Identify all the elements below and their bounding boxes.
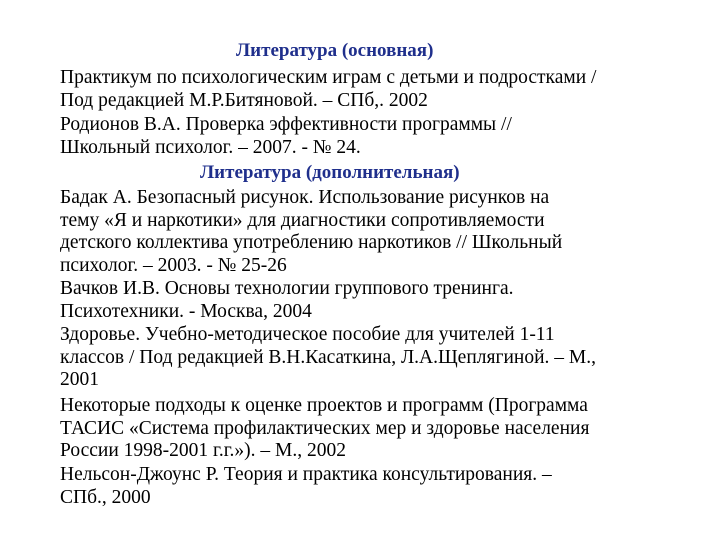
reference-line: Психотехники. - Москва, 2004 bbox=[60, 300, 312, 322]
reference-line: детского коллектива употреблению наркотиков // Школьный bbox=[60, 232, 563, 253]
additional-reference-3 bbox=[60, 324, 700, 392]
reference-line: СПб., 2000 bbox=[60, 486, 151, 508]
main-reference-2 bbox=[60, 114, 700, 159]
reference-line: ТАСИС «Система профилактических мер и здоровье населения bbox=[60, 417, 590, 439]
reference-line: Некоторые подходы к оценке проектов и программ (Программа bbox=[60, 395, 588, 416]
main-reference-1 bbox=[60, 67, 700, 112]
reference-line: психолог. – 2003. - № 25-26 bbox=[60, 254, 287, 276]
reference-line: Под редакцией М.Р.Битяновой. – СПб,. 2002 bbox=[60, 89, 428, 111]
additional-reference-2 bbox=[60, 278, 700, 323]
reference-line: Здоровье. Учебно-методическое пособие для учителей 1-11 bbox=[60, 324, 555, 345]
additional-reference-4 bbox=[60, 395, 700, 463]
main-literature-heading: Литература (основная) bbox=[236, 40, 434, 61]
reference-line: Родионов В.А. Проверка эффективности программы // bbox=[60, 114, 512, 135]
reference-line: Практикум по психологическим играм с детьми и подростками / bbox=[60, 67, 597, 88]
reference-line: Вачков И.В. Основы технологии группового тренинга. bbox=[60, 278, 514, 299]
reference-line: классов / Под редакцией В.Н.Касаткина, Л.А.Щеплягиной. – М., bbox=[60, 346, 596, 368]
reference-line: Нельсон-Джоунс Р. Теория и практика консультирования. – bbox=[60, 464, 552, 485]
reference-line: Школьный психолог. – 2007. - № 24. bbox=[60, 136, 361, 158]
additional-reference-5 bbox=[60, 464, 700, 509]
reference-line: Бадак А. Безопасный рисунок. Использование рисунков на bbox=[60, 187, 550, 208]
additional-reference-1 bbox=[60, 187, 700, 277]
reference-line: России 1998-2001 г.г.»). – М., 2002 bbox=[60, 440, 346, 461]
reference-line: 2001 bbox=[60, 369, 99, 390]
reference-line: тему «Я и наркотики» для диагностики сопротивляемости bbox=[60, 209, 545, 231]
additional-literature-heading: Литература (дополнительная) bbox=[200, 162, 460, 183]
